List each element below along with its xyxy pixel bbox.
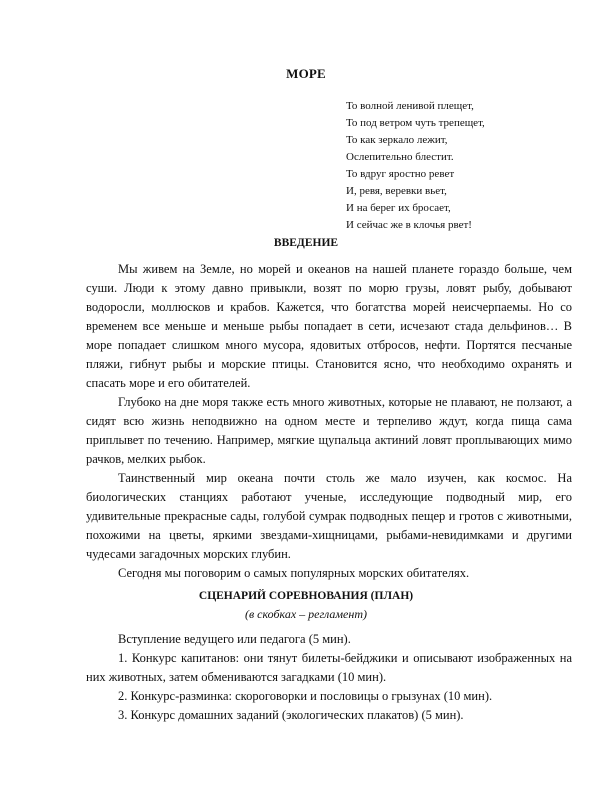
poem-line: И сейчас же в клочья рвет!: [346, 219, 472, 231]
poem-line: То под ветром чуть трепещет,: [346, 117, 485, 129]
intro-heading: ВВЕДЕНИЕ: [273, 237, 339, 249]
plan-subheading: (в скобках – регламент): [244, 607, 368, 621]
poem-line: И на берег их бросает,: [346, 202, 451, 214]
plan-item: 2. Конкурс-разминка: скороговорки и пословицы о грызунах (10 мин).: [118, 689, 493, 703]
intro-paragraph: Таинственный мир океана почти столь же мало изучен, как космос. На биологических станциях работают ученые, исследующие подводный мир, его удивительные прекрасные сады, голубой сумрак подводных пещер и гротов с животными, похожими на цветы, яркими звездами-хищницами, рыбами-невидимками и другими чудесами загадочных морских глубин.: [86, 471, 572, 561]
intro-paragraph: Мы живем на Земле, но морей и океанов на нашей планете гораздо больше, чем суши. Люди к этому давно привыкли, возят по морю грузы, ловят рыбу, добывают водоросли, моллюсков и крабов. Кажется, что богатства морей неисчерпаемы. Но со временем все меньше и меньше рыбы попадает в сети, исчезают стада дельфинов… В море попадает слишком много мусора, ядовитых отбросов, нефти. Портятся песчаные пляжи, гибнут рыбы и морские птицы. Становится ясно, что необходимо охранять и спасать море и его обитателей.: [86, 262, 572, 390]
plan-list: [86, 630, 572, 725]
intro-section: [86, 260, 572, 583]
intro-paragraph: Глубоко на дне моря также есть много животных, которые не плавают, не ползают, а сидят всю жизнь неподвижно на одном месте и терпеливо ждут, когда пища сама приплывет по течению. Например, мягкие щупальца актиний ловят проплывающих мимо рачков, мелких рыбок.: [86, 395, 572, 466]
poem-line: То вдруг яростно ревет: [346, 168, 455, 180]
page-title: МОРЕ: [286, 66, 326, 81]
intro-paragraph: Сегодня мы поговорим о самых популярных морских обитателях.: [118, 566, 470, 580]
epigraph-poem: [346, 98, 596, 234]
plan-item: 3. Конкурс домашних заданий (экологических плакатов) (5 мин).: [118, 708, 464, 722]
plan-heading: СЦЕНАРИЙ СОРЕВНОВАНИЯ (ПЛАН): [198, 590, 414, 602]
poem-line: И, ревя, веревки вьет,: [346, 185, 447, 197]
plan-item: 1. Конкурс капитанов: они тянут билеты-бейджики и описывают изображенных на них животных, затем обмениваются загадками (10 мин).: [86, 651, 572, 684]
poem-line: То волной ленивой плещет,: [346, 100, 474, 112]
plan-item: Вступление ведущего или педагога (5 мин).: [118, 632, 351, 646]
poem-line: Ослепительно блестит.: [346, 151, 454, 163]
poem-line: То как зеркало лежит,: [346, 134, 448, 146]
